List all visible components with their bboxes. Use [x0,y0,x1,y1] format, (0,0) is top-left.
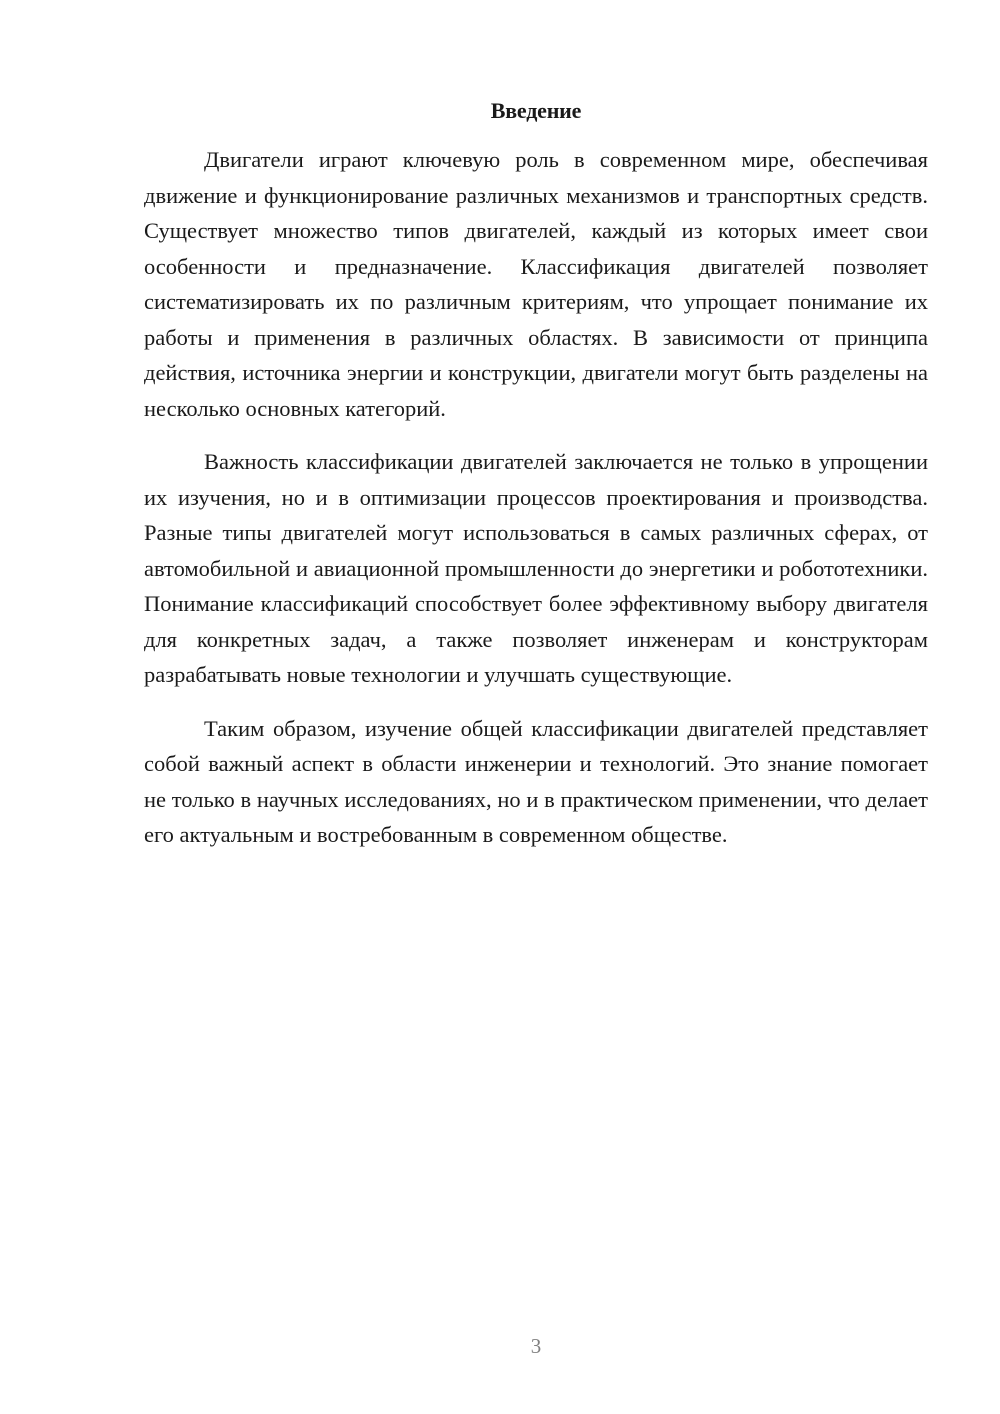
body-text [144,142,928,853]
paragraph-3: Таким образом, изучение общей классификации двигателей представляет собой важный аспект в области инженерии и технологий. Это знание помогает не только в научных исследованиях, но и в практическом применении, что делает его актуальным и востребованным в современном обществе. [144,715,928,847]
page-number: 3 [530,1334,542,1358]
paragraph-1: Двигатели играют ключевую роль в современном мире, обеспечивая движение и функционирование различных механизмов и транспортных средств. Существует множество типов двигателей, каждый из которых имеет свои особенности и предназначение. Классификация двигателей позволяет систематизировать их по различным критериям, что упрощает понимание их работы и применения в различных областях. В зависимости от принципа действия, источника энергии и конструкции, двигатели могут быть разделены на несколько основных категорий. [144,147,928,421]
section-title: Введение [490,98,582,123]
paragraph-2: Важность классификации двигателей заключается не только в упрощении их изучения, но и в оптимизации процессов проектирования и производства. Разные типы двигателей могут использоваться в самых различных сферах, от автомобильной и авиационной промышленности до энергетики и робототехники. Понимание классификаций способствует более эффективному выбору двигателя для конкретных задач, а также позволяет инженерам и конструкторам разрабатывать новые технологии и улучшать существующие. [144,449,928,687]
